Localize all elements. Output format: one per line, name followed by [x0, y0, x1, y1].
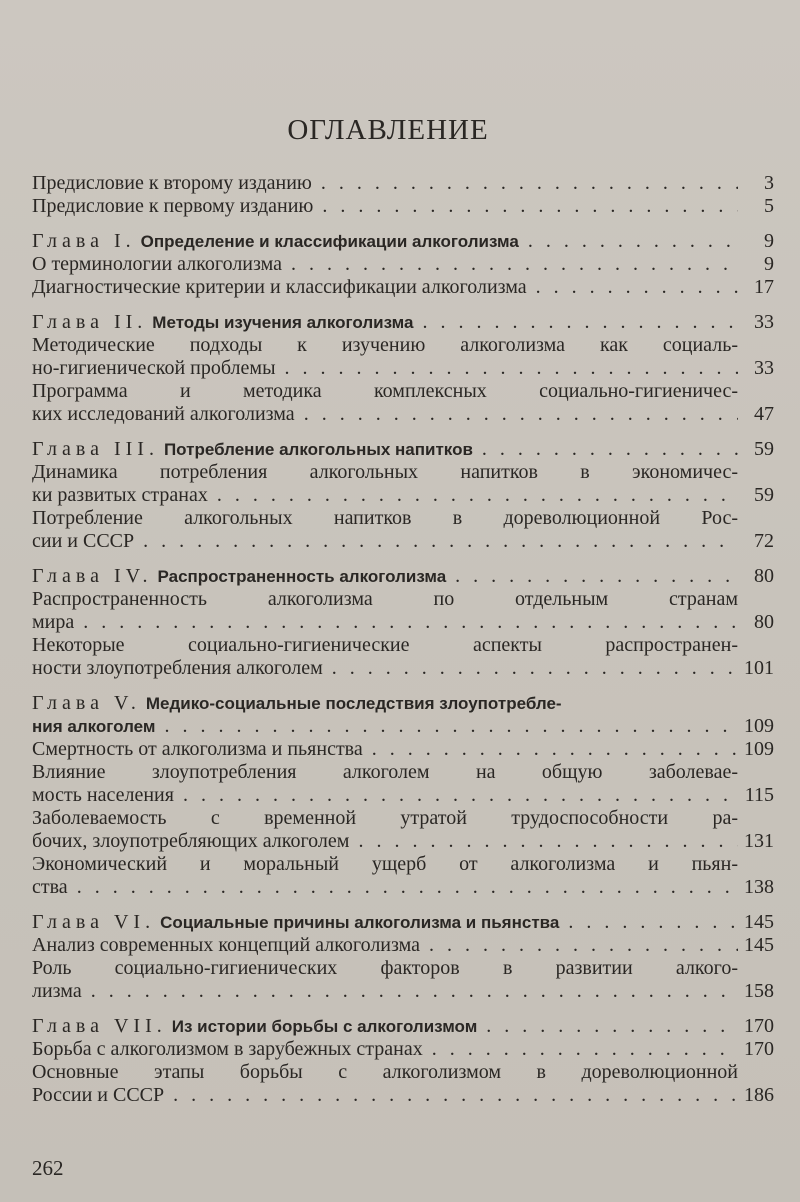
toc-entry: [32, 253, 774, 276]
chapter-title: Социальные причины алкоголизма и пьянства: [160, 913, 560, 932]
toc-chapter: [32, 438, 774, 461]
toc-entry: [32, 934, 774, 957]
toc-page-number: 145: [744, 911, 774, 933]
toc-page-number: 101: [744, 657, 774, 679]
chapter-label: Глава VII.: [32, 1015, 167, 1037]
toc-entry-text: ства . . .: [32, 876, 738, 899]
toc-entry-text: Борьба с алкоголизмом в зарубежных странах . . .: [32, 1038, 738, 1061]
toc-entry-text: Основные этапы борьбы с алкоголизмом в дореволюционной: [32, 1061, 738, 1083]
toc-page-number: 80: [754, 565, 774, 587]
toc-entry-text: Экономический и моральный ущерб от алкоголизма и пьян-: [32, 853, 738, 875]
toc-entry: [32, 507, 774, 553]
toc-page-number: 109: [744, 738, 774, 760]
toc-page-number: 59: [754, 484, 774, 506]
toc-entry: [32, 761, 774, 807]
toc-entry-text: Анализ современных концепций алкоголизма . . .: [32, 934, 738, 957]
toc-entry: [32, 588, 774, 634]
toc-entry-text: Смертность от алкоголизма и пьянства . . .: [32, 738, 738, 761]
toc-page-number: 145: [744, 934, 774, 956]
toc-entry-text: Диагностические критерии и классификации алкоголизма . . .: [32, 276, 738, 299]
toc-page-number: 5: [764, 195, 774, 217]
toc-page-number: 170: [744, 1015, 774, 1037]
toc-entry-text: сии и СССР . . .: [32, 530, 738, 553]
toc-entry-text: Предисловие к первому изданию . . .: [32, 195, 738, 218]
toc-page-number: 131: [744, 830, 774, 852]
toc-entry-text: мира . . .: [32, 611, 738, 634]
toc-chapter: [32, 565, 774, 588]
toc-entry: [32, 957, 774, 1003]
toc-page-number: 33: [754, 357, 774, 379]
toc-page-number: 17: [754, 276, 774, 298]
toc-page-number: 186: [744, 1084, 774, 1106]
toc-entry: [32, 380, 774, 426]
toc-entry: [32, 276, 774, 299]
page-number: 262: [32, 1156, 64, 1180]
chapter-label: Глава IV.: [32, 565, 153, 587]
chapter-label: Глава III.: [32, 438, 159, 460]
toc-page-number: 158: [744, 980, 774, 1002]
toc-entry: [32, 853, 774, 899]
toc-entry-text: ности злоупотребления алкоголем . . .: [32, 657, 738, 680]
toc-page-number: 138: [744, 876, 774, 898]
toc-entry-text: Распространенность алкоголизма по отдельным странам: [32, 588, 738, 610]
toc-entry: [32, 738, 774, 761]
toc-entry: [32, 634, 774, 680]
toc-entry-text: Заболеваемость с временной утратой трудоспособности ра-: [32, 807, 738, 829]
toc-page-number: 3: [764, 172, 774, 194]
chapter-title-continued: ния алкоголем: [32, 717, 156, 736]
toc-entry-text: мость населения . . .: [32, 784, 738, 807]
toc-page-number: 115: [744, 784, 774, 806]
chapter-label: Глава VI.: [32, 911, 156, 933]
chapter-title: Потребление алкогольных напитков: [163, 440, 473, 459]
chapter-title: Определение и классификации алкоголизма: [140, 232, 519, 251]
toc-entry-text: ки развитых странах . . .: [32, 484, 738, 507]
toc-page-number: 109: [744, 715, 774, 737]
table-of-contents: [32, 172, 774, 1107]
toc-entry-text: Динамика потребления алкогольных напитков в экономичес-: [32, 461, 738, 483]
toc-entry: [32, 172, 774, 195]
chapter-title: Распространенность алкоголизма: [157, 567, 447, 586]
toc-page-number: 33: [754, 311, 774, 333]
toc-entry-text: Программа и методика комплексных социально-гигиеничес-: [32, 380, 738, 402]
page-title: ОГЛАВЛЕНИЕ: [287, 114, 489, 146]
toc-page-number: 80: [754, 611, 774, 633]
toc-entry-text: Влияние злоупотребления алкоголем на общую заболевае-: [32, 761, 738, 783]
toc-page-number: 170: [744, 1038, 774, 1060]
toc-chapter: [32, 230, 774, 253]
chapter-label: Глава I.: [32, 230, 136, 252]
chapter-title: Медико-социальные последствия злоупотребле-: [145, 694, 562, 713]
toc-entry: [32, 807, 774, 853]
toc-page-number: 47: [754, 403, 774, 425]
toc-entry-text: Роль социально-гигиенических факторов в развитии алкого-: [32, 957, 738, 979]
toc-entry: [32, 1038, 774, 1061]
toc-entry-text: О терминологии алкоголизма . . .: [32, 253, 738, 276]
toc-entry-text: ких исследований алкоголизма . . .: [32, 403, 738, 426]
toc-entry: [32, 334, 774, 380]
toc-entry-text: лизма . . .: [32, 980, 738, 1003]
toc-page-number: 9: [764, 230, 774, 252]
chapter-label: Глава II.: [32, 311, 148, 333]
toc-entry-text: но-гигиенической проблемы . . .: [32, 357, 738, 380]
toc-chapter: [32, 1015, 774, 1038]
chapter-label: Глава V.: [32, 692, 141, 714]
toc-entry-text: Потребление алкогольных напитков в дореволюционной Рос-: [32, 507, 738, 529]
toc-entry-text: Некоторые социально-гигиенические аспекты распространен-: [32, 634, 738, 656]
toc-page-number: 9: [764, 253, 774, 275]
toc-page-number: 72: [754, 530, 774, 552]
toc-chapter: [32, 692, 774, 738]
toc-entry: [32, 195, 774, 218]
chapter-title: Из истории борьбы с алкоголизмом: [171, 1017, 478, 1036]
chapter-title: Методы изучения алкоголизма: [152, 313, 414, 332]
toc-entry-text: России и СССР . . .: [32, 1084, 738, 1107]
toc-entry: [32, 1061, 774, 1107]
toc-entry-text: Предисловие к второму изданию . . .: [32, 172, 738, 195]
toc-chapter: [32, 911, 774, 934]
toc-entry: [32, 461, 774, 507]
toc-entry-text: Методические подходы к изучению алкоголизма как социаль-: [32, 334, 738, 356]
toc-chapter: [32, 311, 774, 334]
toc-entry-text: бочих, злоупотребляющих алкоголем . . .: [32, 830, 738, 853]
toc-page-number: 59: [754, 438, 774, 460]
